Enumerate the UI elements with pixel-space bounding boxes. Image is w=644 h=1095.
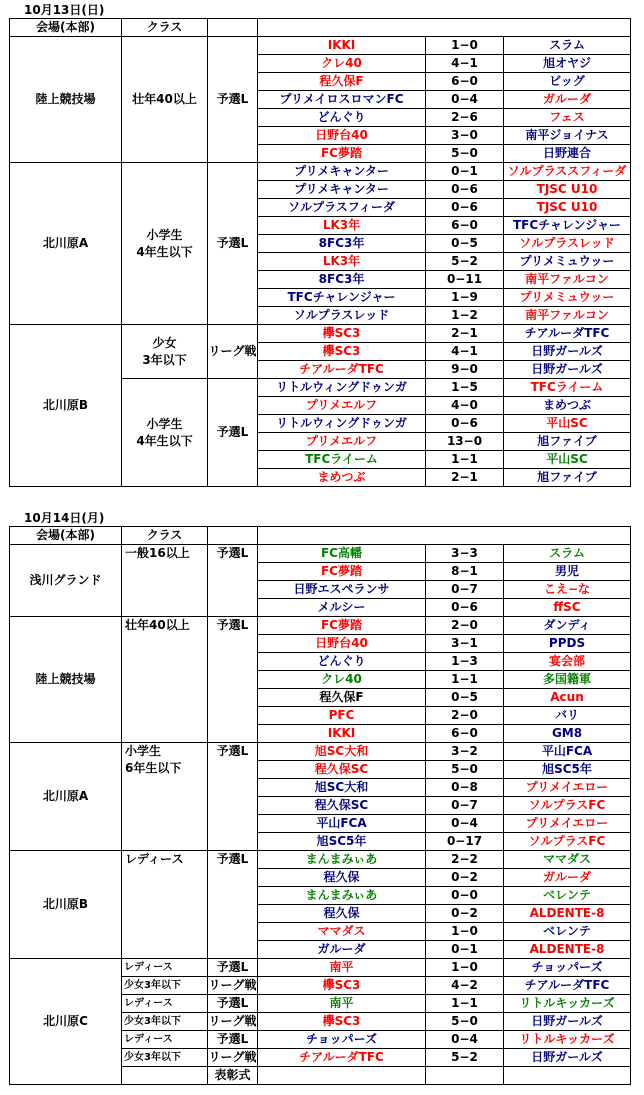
format-label: 予選L (208, 1031, 258, 1049)
away-team: TJSC U10 (504, 199, 631, 217)
home-team: まんまみぃあ (258, 851, 426, 869)
score: 0−4 (426, 815, 504, 833)
format-label: リーグ戦 (208, 325, 258, 379)
home-team: 8FC3年 (258, 235, 426, 253)
home-team: まんまみぃあ (258, 887, 426, 905)
score: 2−0 (426, 707, 504, 725)
home-team: メルシー (258, 599, 426, 617)
venue-header: 会場(本部) (10, 527, 122, 545)
away-team: チアルーダTFC (504, 977, 631, 995)
home-team: LK3年 (258, 253, 426, 271)
home-team: ソルプラスフィーダ (258, 199, 426, 217)
home-team: 平山FCA (258, 815, 426, 833)
format-header (208, 527, 258, 545)
score: 0−1 (426, 163, 504, 181)
away-team: バリ (504, 707, 631, 725)
home-team: IKKI (258, 725, 426, 743)
score: 0−6 (426, 415, 504, 433)
score: 0−8 (426, 779, 504, 797)
away-team: ガルーダ (504, 91, 631, 109)
score: 0−11 (426, 271, 504, 289)
format-label: 予選L (208, 545, 258, 617)
away-team: リトルキッカーズ (504, 1031, 631, 1049)
class-label: 少女3年以下 (122, 1013, 208, 1031)
home-team: 程久保SC (258, 797, 426, 815)
score: 2−0 (426, 617, 504, 635)
away-team: チアルーダTFC (504, 325, 631, 343)
score: 5−2 (426, 253, 504, 271)
venue-name: 北川原C (10, 959, 122, 1085)
score: 1−2 (426, 307, 504, 325)
away-team: TJSC U10 (504, 181, 631, 199)
home-team: 旭SC5年 (258, 833, 426, 851)
score: 0−7 (426, 797, 504, 815)
score: 0−1 (426, 941, 504, 959)
home-team: プリメキャンター (258, 181, 426, 199)
score: 3−0 (426, 127, 504, 145)
match-row (10, 851, 631, 869)
venue-name: 北川原B (10, 325, 122, 487)
away-team: TFCライーム (504, 379, 631, 397)
home-team: 日野台40 (258, 127, 426, 145)
score: 0−4 (426, 91, 504, 109)
score: 1−5 (426, 379, 504, 397)
header-row (10, 527, 631, 545)
format-label: リーグ戦 (208, 1049, 258, 1067)
home-team: FC夢踏 (258, 617, 426, 635)
home-team: プリメイロスロマンFC (258, 91, 426, 109)
score: 1−1 (426, 995, 504, 1013)
away-team: ソルプラスFC (504, 797, 631, 815)
home-team: 欅SC3 (258, 1013, 426, 1031)
format-label: リーグ戦 (208, 1013, 258, 1031)
class-label: 少女3年以下 (122, 977, 208, 995)
format-label: リーグ戦 (208, 977, 258, 995)
class-label: レディース (122, 959, 208, 977)
score: 0−6 (426, 181, 504, 199)
home-team: 日野台40 (258, 635, 426, 653)
away-team: 日野ガールズ (504, 361, 631, 379)
away-team: 南平ファルコン (504, 271, 631, 289)
away-team: 旭ファイブ (504, 433, 631, 451)
home-team: チアルーダTFC (258, 1049, 426, 1067)
home-team: 南平 (258, 959, 426, 977)
home-team (258, 1067, 426, 1085)
match-header (258, 527, 631, 545)
away-team: ALDENTE-8 (504, 905, 631, 923)
class-label: 少女3年以下 (122, 1049, 208, 1067)
away-team: 日野ガールズ (504, 1013, 631, 1031)
venue-name: 北川原B (10, 851, 122, 959)
away-team: PPDS (504, 635, 631, 653)
venue-name: 陸上競技場 (10, 617, 122, 743)
format-label: 表彰式 (208, 1067, 258, 1085)
score: 8−1 (426, 563, 504, 581)
class-label: 小学生 6年生以下 (122, 743, 208, 851)
away-team: 南平ジョイナス (504, 127, 631, 145)
away-team: TFCチャレンジャー (504, 217, 631, 235)
score: 0−2 (426, 905, 504, 923)
away-team (504, 1067, 631, 1085)
away-team: プリメイエロー (504, 815, 631, 833)
score: 3−1 (426, 635, 504, 653)
home-team: どんぐり (258, 109, 426, 127)
class-label: 小学生 4年生以下 (122, 163, 208, 325)
home-team: 南平 (258, 995, 426, 1013)
day2-date: 10月14日(月) (24, 511, 105, 525)
score: 0−0 (426, 887, 504, 905)
away-team: Acun (504, 689, 631, 707)
away-team: ベレンテ (504, 887, 631, 905)
home-team: 旭SC大和 (258, 779, 426, 797)
home-team: TFCライーム (258, 451, 426, 469)
match-row (10, 163, 631, 181)
away-team: フェス (504, 109, 631, 127)
home-team: ママダス (258, 923, 426, 941)
away-team: ガルーダ (504, 869, 631, 887)
away-team: ソルプラススフィーダ (504, 163, 631, 181)
score: 0−4 (426, 1031, 504, 1049)
score: 0−5 (426, 235, 504, 253)
home-team: リトルウィングドゥンガ (258, 379, 426, 397)
home-team: 欅SC3 (258, 343, 426, 361)
class-header: クラス (122, 527, 208, 545)
score: 1−3 (426, 653, 504, 671)
away-team: 宴会部 (504, 653, 631, 671)
day1-date: 10月13日(日) (24, 3, 105, 17)
home-team: ガルーダ (258, 941, 426, 959)
home-team: 程久保F (258, 689, 426, 707)
home-team: FC夢踏 (258, 145, 426, 163)
home-team: どんぐり (258, 653, 426, 671)
away-team: プリメイエロー (504, 779, 631, 797)
away-team: スラム (504, 545, 631, 563)
home-team: チョッパーズ (258, 1031, 426, 1049)
home-team: FC高幡 (258, 545, 426, 563)
match-row (10, 743, 631, 761)
class-label: レディース (122, 995, 208, 1013)
score: 0−17 (426, 833, 504, 851)
home-team: クレ40 (258, 55, 426, 73)
away-team: ダンディ (504, 617, 631, 635)
away-team: プリメミュウッー (504, 289, 631, 307)
score: 1−0 (426, 923, 504, 941)
class-label: 小学生 4年生以下 (122, 379, 208, 487)
score: 1−1 (426, 671, 504, 689)
score: 6−0 (426, 73, 504, 91)
score: 4−0 (426, 397, 504, 415)
home-team: リトルウィングドゥンガ (258, 415, 426, 433)
venue-name: 北川原A (10, 743, 122, 851)
away-team: 旭SC5年 (504, 761, 631, 779)
score: 1−9 (426, 289, 504, 307)
class-label (122, 1067, 208, 1085)
score: 1−1 (426, 451, 504, 469)
day1-schedule-table (9, 18, 631, 487)
header-row (10, 19, 631, 37)
home-team: ソルプラスレッド (258, 307, 426, 325)
score: 5−0 (426, 761, 504, 779)
score: 3−2 (426, 743, 504, 761)
score: 0−6 (426, 199, 504, 217)
away-team: 旭オヤジ (504, 55, 631, 73)
score: 4−1 (426, 55, 504, 73)
class-label: レディース (122, 1031, 208, 1049)
away-team: スラム (504, 37, 631, 55)
away-team: ママダス (504, 851, 631, 869)
score: 13−0 (426, 433, 504, 451)
home-team: LK3年 (258, 217, 426, 235)
venue-name: 浅川グランド (10, 545, 122, 617)
format-header (208, 19, 258, 37)
away-team: 日野ガールズ (504, 1049, 631, 1067)
score: 0−6 (426, 599, 504, 617)
home-team: 旭SC大和 (258, 743, 426, 761)
away-team: 男児 (504, 563, 631, 581)
away-team: 平山SC (504, 415, 631, 433)
match-row (10, 545, 631, 563)
format-label: 予選L (208, 743, 258, 851)
format-label: 予選L (208, 37, 258, 163)
home-team: プリメキャンター (258, 163, 426, 181)
class-label: 壮年40以上 (122, 617, 208, 743)
score: 2−6 (426, 109, 504, 127)
home-team: まめつぶ (258, 469, 426, 487)
score: 0−5 (426, 689, 504, 707)
score: 3−3 (426, 545, 504, 563)
format-label: 予選L (208, 851, 258, 959)
home-team: 程久保 (258, 869, 426, 887)
away-team: GM8 (504, 725, 631, 743)
home-team: 8FC3年 (258, 271, 426, 289)
class-label: 一般16以上 (122, 545, 208, 617)
home-team: プリメエルフ (258, 397, 426, 415)
match-header (258, 19, 631, 37)
day2-schedule-table (9, 526, 631, 1085)
score: 5−0 (426, 145, 504, 163)
away-team: リトルキッカーズ (504, 995, 631, 1013)
score: 6−0 (426, 725, 504, 743)
away-team: 南平ファルコン (504, 307, 631, 325)
away-team: 平山SC (504, 451, 631, 469)
away-team: ソルプラスレッド (504, 235, 631, 253)
home-team: 欅SC3 (258, 325, 426, 343)
away-team: ベレンテ (504, 923, 631, 941)
format-label: 予選L (208, 163, 258, 325)
format-label: 予選L (208, 379, 258, 487)
class-header: クラス (122, 19, 208, 37)
score: 1−0 (426, 959, 504, 977)
score: 0−7 (426, 581, 504, 599)
away-team: まめつぶ (504, 397, 631, 415)
home-team: PFC (258, 707, 426, 725)
venue-header: 会場(本部) (10, 19, 122, 37)
home-team: FC夢踏 (258, 563, 426, 581)
score: 2−1 (426, 469, 504, 487)
home-team: プリメエルフ (258, 433, 426, 451)
away-team: ビッグ (504, 73, 631, 91)
away-team: 日野ガールズ (504, 343, 631, 361)
home-team: チアルーダTFC (258, 361, 426, 379)
home-team: TFCチャレンジャー (258, 289, 426, 307)
score: 0−2 (426, 869, 504, 887)
score: 4−2 (426, 977, 504, 995)
score: 9−0 (426, 361, 504, 379)
away-team: 日野連合 (504, 145, 631, 163)
score: 2−2 (426, 851, 504, 869)
home-team: 日野エスペランサ (258, 581, 426, 599)
score: 6−0 (426, 217, 504, 235)
match-row (10, 617, 631, 635)
match-row (10, 37, 631, 55)
away-team: チョッパーズ (504, 959, 631, 977)
away-team: ソルプラスFC (504, 833, 631, 851)
away-team: こえ−な (504, 581, 631, 599)
venue-name: 北川原A (10, 163, 122, 325)
away-team: 平山FCA (504, 743, 631, 761)
format-label: 予選L (208, 995, 258, 1013)
away-team: プリメミュウッー (504, 253, 631, 271)
home-team: 程久保F (258, 73, 426, 91)
score: 4−1 (426, 343, 504, 361)
home-team: クレ40 (258, 671, 426, 689)
venue-name: 陸上競技場 (10, 37, 122, 163)
class-label: 少女 3年以下 (122, 325, 208, 379)
score (426, 1067, 504, 1085)
away-team: ALDENTE-8 (504, 941, 631, 959)
match-row (10, 325, 631, 343)
home-team: 程久保SC (258, 761, 426, 779)
away-team: 多国籍軍 (504, 671, 631, 689)
away-team: ffSC (504, 599, 631, 617)
away-team: 旭ファイブ (504, 469, 631, 487)
score: 2−1 (426, 325, 504, 343)
match-row (10, 959, 631, 977)
home-team: 欅SC3 (258, 977, 426, 995)
score: 5−2 (426, 1049, 504, 1067)
format-label: 予選L (208, 617, 258, 743)
score: 5−0 (426, 1013, 504, 1031)
format-label: 予選L (208, 959, 258, 977)
class-label: 壮年40以上 (122, 37, 208, 163)
class-label: レディース (122, 851, 208, 959)
score: 1−0 (426, 37, 504, 55)
home-team: IKKI (258, 37, 426, 55)
home-team: 程久保 (258, 905, 426, 923)
